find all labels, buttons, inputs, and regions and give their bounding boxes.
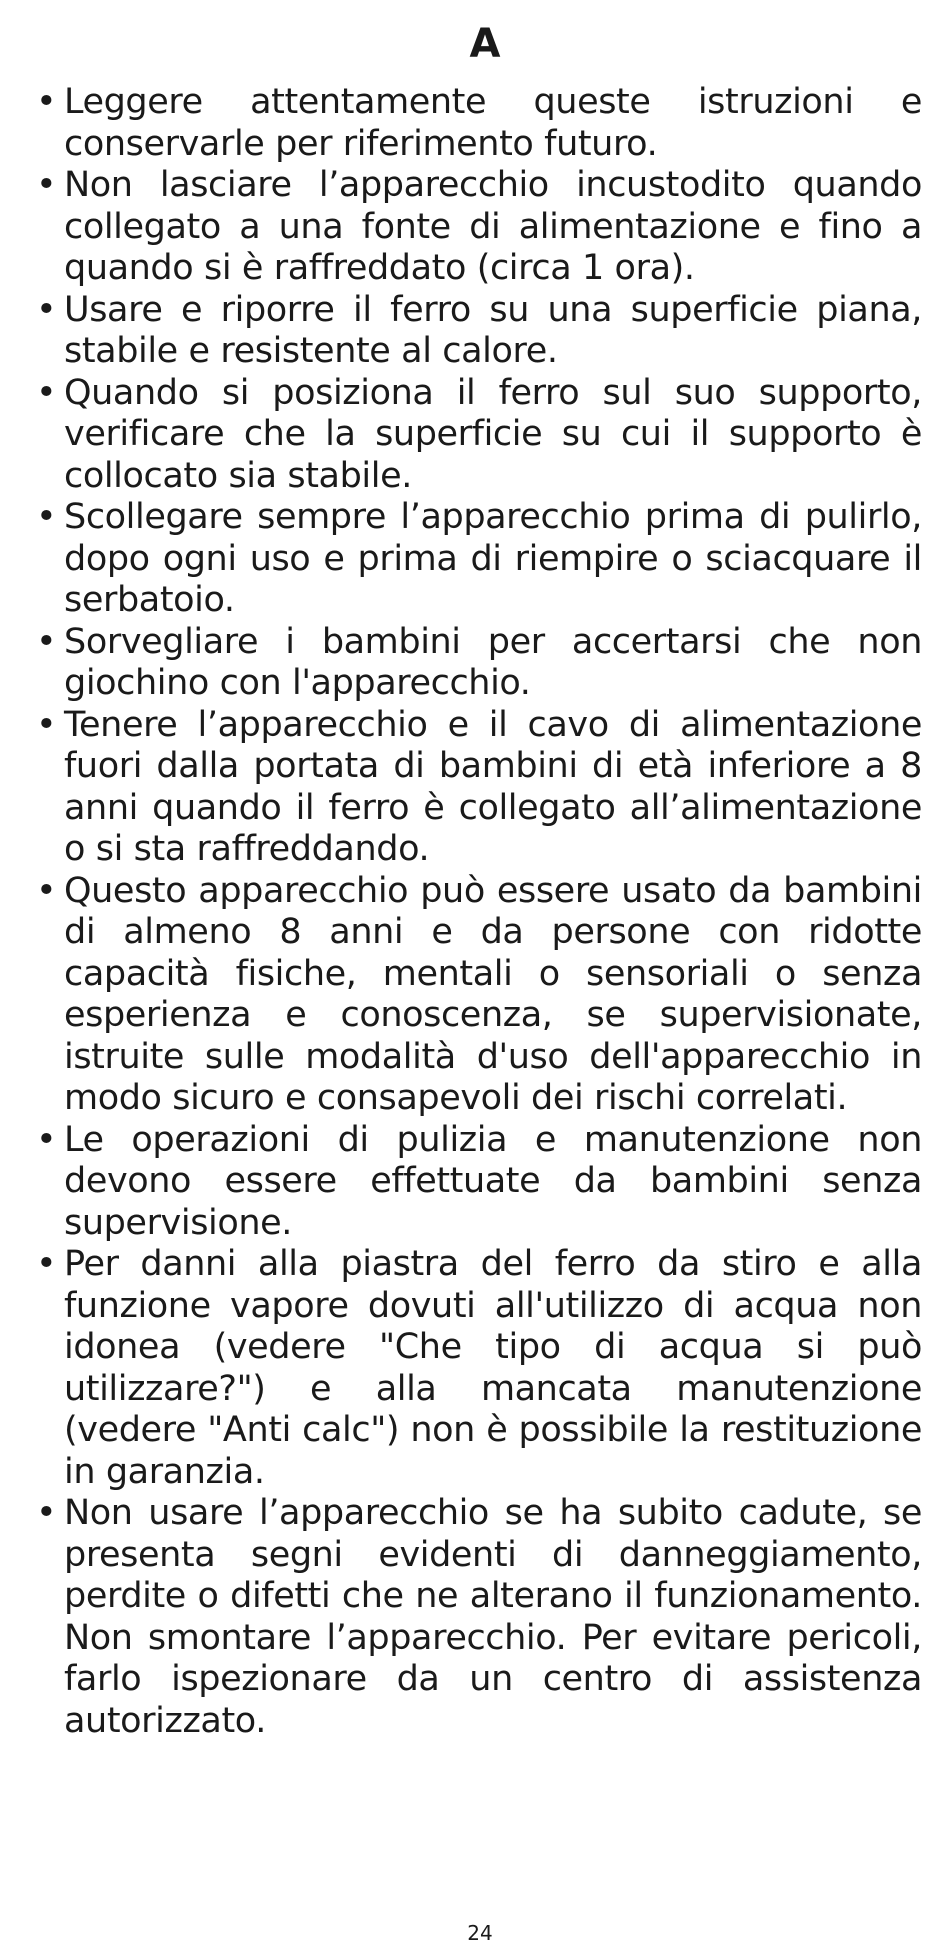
list-item <box>36 290 922 373</box>
list-item <box>36 705 922 871</box>
list-item <box>36 373 922 498</box>
bullet-icon: • <box>36 1244 57 1284</box>
page-number: 24 <box>467 1921 493 1945</box>
bullet-icon: • <box>36 1493 57 1533</box>
list-item <box>36 871 922 1120</box>
list-item <box>36 82 922 165</box>
list-item-text: Per danni alla piastra del ferro da stiro e alla funzione vapore dovuti all'utilizzo di acqua non idonea (vedere "Che tipo di acqua si può utilizzare?") e alla mancata manutenzione (vedere "Anti calc") non è possibile la restituzione in garanzia. <box>64 1244 922 1492</box>
bullet-icon: • <box>36 1119 57 1160</box>
list-item <box>36 1493 922 1742</box>
list-item <box>36 165 922 290</box>
list-item <box>36 497 922 622</box>
bullet-icon: • <box>36 82 57 122</box>
list-item-text: Questo apparecchio può essere usato da bambini di almeno 8 anni e da persone con ridotte capacità fisiche, mentali o sensoriali o senza esperienza e conoscenza, se supervisionate, istruite sulle modalità d'uso dell'apparecchio in modo sicuro e consapevoli dei rischi correlati. <box>64 870 922 1118</box>
list-item <box>36 622 922 705</box>
list-item-text: Scollegare sempre l’apparecchio prima di pulirlo, dopo ogni uso e prima di riempire o sciacquare il serbatoio. <box>64 497 922 620</box>
bullet-icon: • <box>36 621 57 662</box>
bullet-icon: • <box>36 704 57 745</box>
bullet-icon: • <box>36 372 57 413</box>
section-heading: A <box>469 21 501 67</box>
bullet-icon: • <box>36 289 57 330</box>
list-item <box>36 1244 922 1493</box>
list-item-text: Quando si posiziona il ferro sul suo supporto, verificare che la superficie su cui il supporto è collocato sia stabile. <box>64 372 922 496</box>
bullet-icon: • <box>36 497 57 537</box>
safety-instructions-list <box>36 82 922 1742</box>
list-item-text: Tenere l’apparecchio e il cavo di alimentazione fuori dalla portata di bambini di età inferiore a 8 anni quando il ferro è collegato all’alimentazione o si sta raffreddando. <box>64 704 922 869</box>
list-item-text: Non usare l’apparecchio se ha subito cadute, se presenta segni evidenti di danneggiamento, perdite o difetti che ne alterano il funzionamento. Non smontare l’apparecchio. Per evitare pericoli, farlo ispezionare da un centro di assistenza autorizzato. <box>64 1493 922 1741</box>
list-item-text: Usare e riporre il ferro su una superficie piana, stabile e resistente al calore. <box>64 289 922 371</box>
list-item <box>36 1120 922 1245</box>
bullet-icon: • <box>36 165 57 205</box>
list-item-text: Leggere attentamente queste istruzioni e conservarle per riferimento futuro. <box>64 82 922 164</box>
bullet-icon: • <box>36 870 57 911</box>
list-item-text: Le operazioni di pulizia e manutenzione non devono essere effettuate da bambini senza supervisione. <box>64 1119 922 1243</box>
list-item-text: Non lasciare l’apparecchio incustodito quando collegato a una fonte di alimentazione e fino a quando si è raffreddato (circa 1 ora). <box>64 165 922 288</box>
list-item-text: Sorvegliare i bambini per accertarsi che non giochino con l'apparecchio. <box>64 621 922 703</box>
